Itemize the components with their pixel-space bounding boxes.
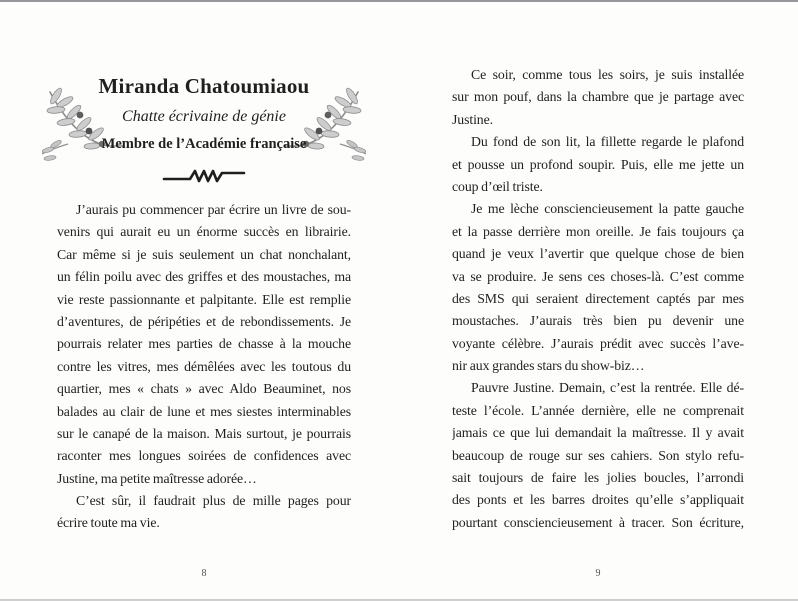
text-line: et pousse un profond soupir. Puis, elle me jette un [452,156,744,172]
text-line: contre les vitres, mes démêlées avec les toutous du [57,358,351,374]
text-line: Justine. [452,111,493,127]
text-line: Ce soir, comme tous les soirs, je suis installée [471,67,744,82]
text-line: sait toujours de faire les jolies boucles, l’arrondi [452,470,744,486]
text-line: un félin poilu avec des griffes et des moustaches, ma [57,269,351,285]
text-line: nir aux grandes stars du show-biz… [452,358,645,374]
text-line: beaucoup de rouge sur ses cahiers. Son stylo refu- [452,447,744,463]
text-line: des SMS qui seraient directement captés par mes [452,290,744,306]
text-line: Du fond de son lit, la fillette regarde le plafond [471,134,744,150]
chapter-author-title: Miranda Chatoumiaou [98,74,310,98]
paragraph [57,490,351,535]
text-line: Car même si je suis seulement un chat nonchalant, [57,246,351,262]
text-line: Justine, ma petite maîtresse adorée… [57,470,257,486]
text-line: quand je veux l’avertir que quelque chose de bien [452,246,744,262]
text-line: des ponts et les barres droites qu’elle s’appliquait [452,492,744,508]
left-page [57,0,351,601]
text-line: quartier, mes « chats » avec Aldo Beauminet, nos [57,381,351,397]
text-line: pourrais relater mes parties de chasse à la mouche [57,336,351,352]
page-number-left: 8 [201,568,207,579]
text-line: moustaches. J’aurais très bien pu devenir une [452,313,744,329]
text-line: Pauvre Justine. Demain, c’est la rentrée. Elle dé- [471,380,744,396]
text-line: teste l’école. L’année dernière, elle ne comprenait [452,402,744,418]
text-line: d’aventures, de péripéties et de rebondissements. Je [57,313,351,329]
text-line: C’est sûr, il faudrait plus de mille pages pour [76,493,351,509]
text-line: balades au clair de lune et mes siestes interminables [57,403,351,419]
paragraph [452,198,744,377]
paragraph [452,64,744,131]
text-line: sur le canapé de la maison. Mais surtout, je pourrais [57,425,351,441]
text-line: va se produire. Je sens ces choses-là. C’est comme [452,268,744,284]
paragraph [57,199,351,490]
text-line: et la passe derrière mon oreille. Je fais toujours ça [452,223,744,239]
text-line: écrire toute ma vie. [57,515,160,531]
text-line: voyante célèbre. J’aurais prédit avec succès l’ave- [452,335,744,351]
text-line: coup d’œil triste. [452,178,543,194]
rope-knot-divider-icon [162,167,246,189]
chapter-author-affiliation: Membre de l’Académie française [101,136,307,152]
chapter-author-subtitle: Chatte écrivaine de génie [122,108,286,125]
page-number-right: 9 [595,568,601,579]
text-line: venirs qui aurait eu un énorme succès en librairie. [57,224,351,240]
right-page [452,0,744,601]
text-line: Je me lèche consciencieusement la patte gauche [471,201,744,217]
text-line: raconter mes longues soirées de confidences avec [57,448,351,464]
text-line: jamais ce que lui demandait la maîtresse. Il y avait [452,425,744,441]
paragraph [452,377,744,534]
text-line: sur mon pouf, dans la chambre que je partage avec [452,89,744,105]
text-line: vie reste passionnante et palpitante. Elle est remplie [57,291,351,307]
text-line: pourtant consciencieusement à tracer. Son écriture, [452,514,744,530]
paragraph [452,131,744,198]
left-page-body [57,199,351,535]
right-page-body [452,64,744,534]
text-line: J’aurais pu commencer par écrire un livre de sou- [76,202,351,217]
